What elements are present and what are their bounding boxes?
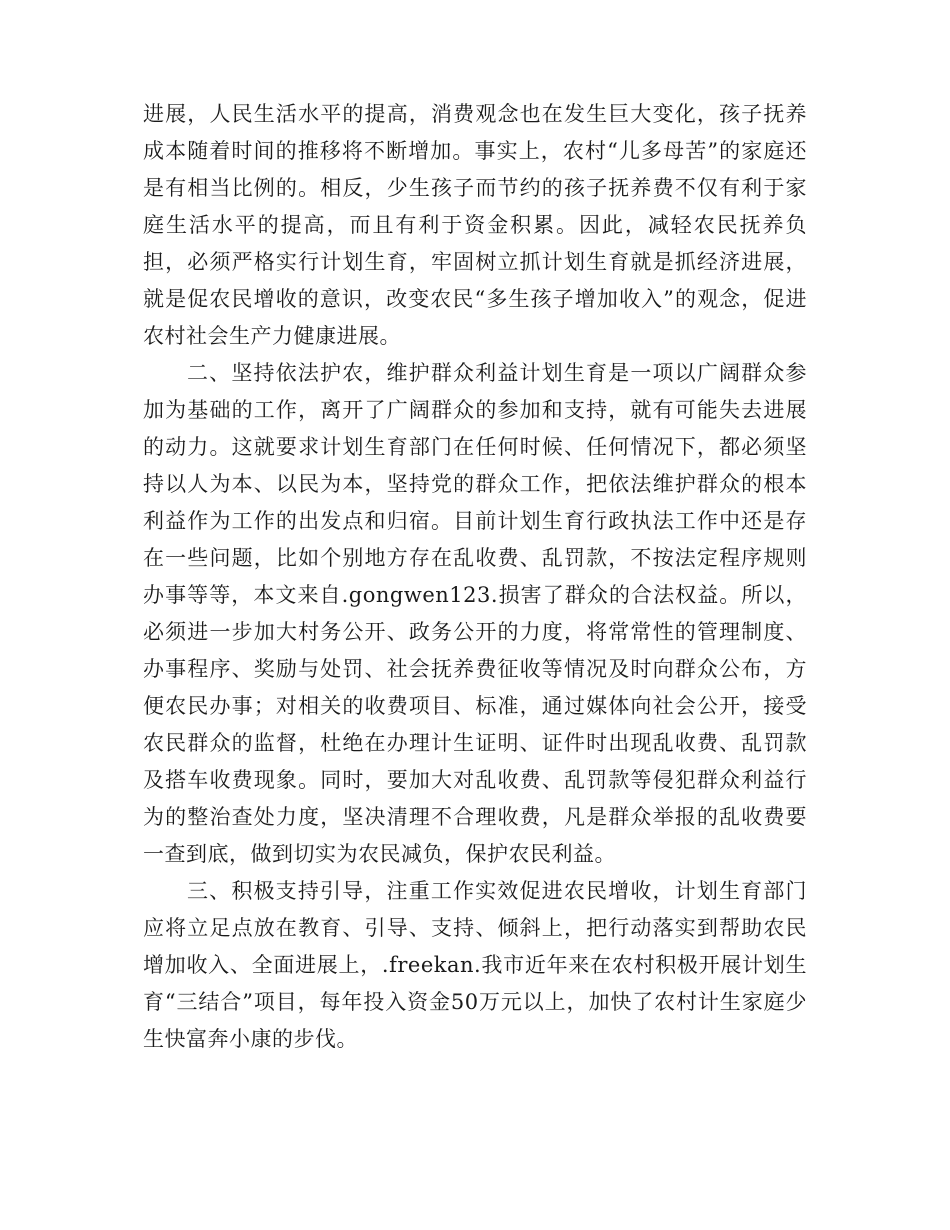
- paragraph-section-three: 三、积极支持引导，注重工作实效促进农民增收，计划生育部门应将立足点放在教育、引导、支持、倾斜上，把行动落实到帮助农民增加收入、全面进展上，.freekan.我市近年来在农村积极开展计划生育“三结合”项目，每年投入资金50万元以上，加快了农村计生家庭少生快富奔小康的步伐。: [143, 879, 807, 1051]
- paragraph-section-two: 二、坚持依法护农，维护群众利益计划生育是一项以广阔群众参加为基础的工作，离开了广阔群众的参加和支持，就有可能失去进展的动力。这就要求计划生育部门在任何时候、任何情况下，都必须坚持以人为本、以民为本，坚持党的群众工作，把依法维护群众的根本利益作为工作的出发点和归宿。目前计划生育行政执法工作中还是存在一些问题，比如个别地方存在乱收费、乱罚款，不按法定程序规则办事等等，本文来自.gongwen123.损害了群众的合法权益。所以，必须进一步加大村务公开、政务公开的力度，将常常性的管理制度、办事程序、奖励与处罚、社会抚养费征收等情况及时向群众公布，方便农民办事；对相关的收费项目、标准，通过媒体向社会公开，接受农民群众的监督，杜绝在办理计生证明、证件时出现乱收费、乱罚款及搭车收费现象。同时，要加大对乱收费、乱罚款等侵犯群众利益行为的整治查处力度，坚决清理不合理收费，凡是群众举报的乱收费要一查到底，做到切实为农民减负，保护农民利益。: [143, 361, 807, 866]
- paragraph-continuation: 进展，人民生活水平的提高，消费观念也在发生巨大变化，孩子抚养成本随着时间的推移将不断增加。事实上，农村“儿多母苦”的家庭还是有相当比例的。相反，少生孩子而节约的孩子抚养费不仅有利于家庭生活水平的提高，而且有利于资金积累。因此，减轻农民抚养负担，必须严格实行计划生育，牢固树立抓计划生育就是抓经济进展，就是促农民增收的意识，改变农民“多生孩子增加收入”的观念，促进农村社会生产力健康进展。: [143, 102, 807, 348]
- document-body: [143, 96, 807, 1058]
